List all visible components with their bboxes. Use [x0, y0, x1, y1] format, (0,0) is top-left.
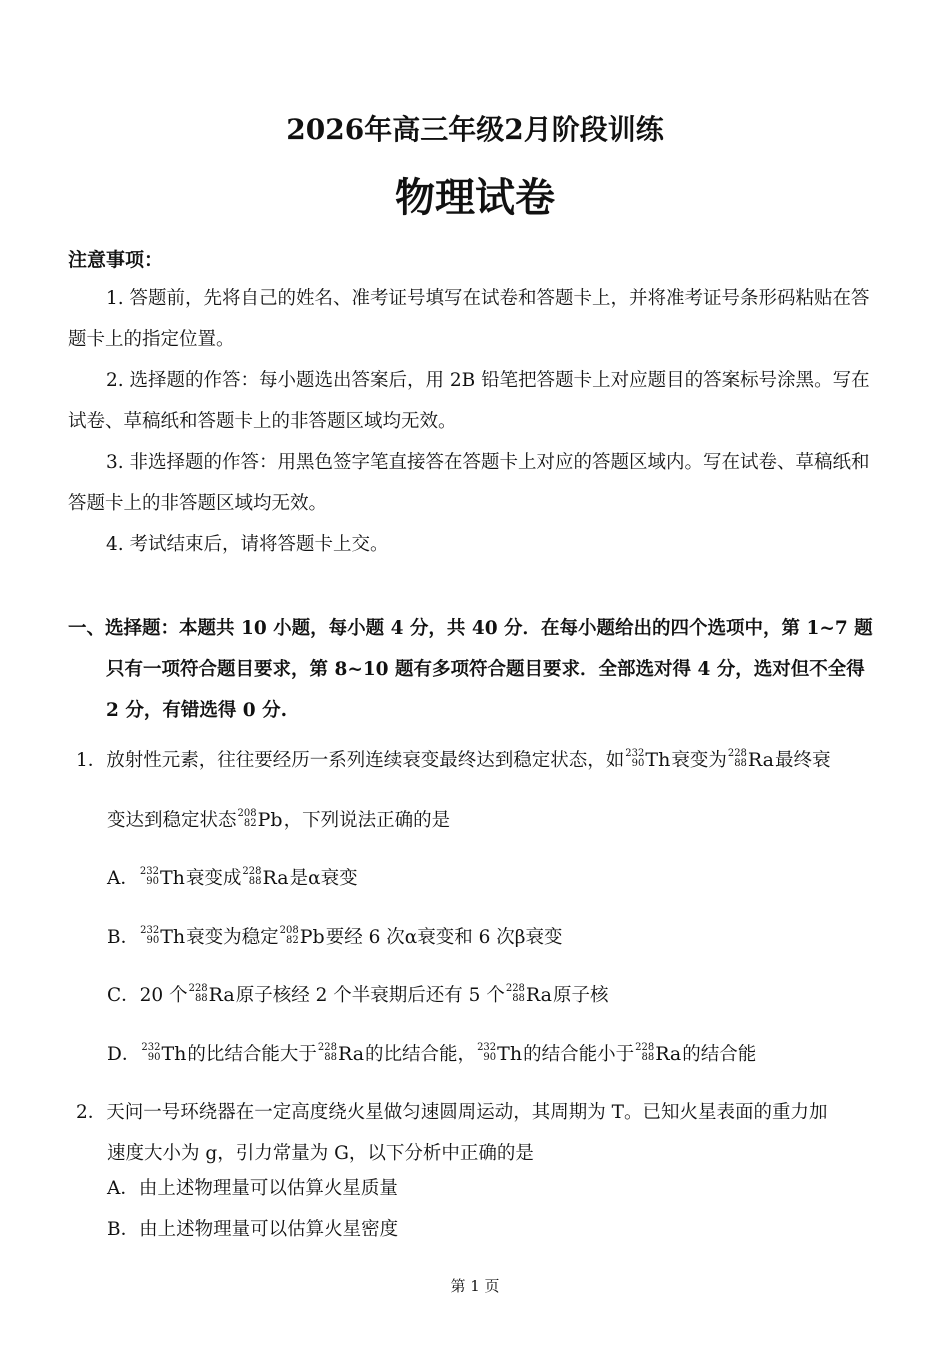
- question-number: 2．: [76, 1102, 107, 1123]
- nuclide-pb: 208 82 Pb: [237, 808, 283, 831]
- q1-text: 衰变为: [671, 750, 727, 771]
- nuclide-th: 232 90 Th: [477, 1042, 523, 1065]
- section-line: 一、选择题：本题共 10 小题，每小题 4 分，共 40 分．在每小题给出的四个选项中，第 1~7 题: [68, 618, 873, 639]
- nuclide-th: 232 90 Th: [140, 925, 186, 948]
- q1-option-b: B． 232 90 Th衰变为稳定 208 82 Pb要经 6 次α衰变和 6 次β衰变: [107, 925, 563, 948]
- q1-text: 放射性元素，往往要经历一系列连续衰变最终达到稳定状态，如: [106, 750, 625, 771]
- exam-title: 物理试卷: [395, 174, 555, 221]
- q2-option-a: A．由上述物理量可以估算火星质量: [107, 1178, 398, 1199]
- q1-text: 变达到稳定状态: [107, 810, 237, 831]
- section-line: 只有一项符合题目要求，第 8~10 题有多项符合题目要求．全部选对得 4 分，选对但不全得: [106, 659, 865, 680]
- notice-item: 3. 非选择题的作答：用黑色签字笔直接答在答题卡上对应的答题区域内。写在试卷、草稿纸和答题卡上的非答题区域均无效。: [68, 452, 870, 514]
- nuclide-ra: 228 88 Ra: [317, 1042, 365, 1065]
- notice-item: 1. 答题前，先将自己的姓名、准考证号填写在试卷和答题卡上，并将准考证号条形码粘贴在答题卡上的指定位置。: [68, 288, 870, 350]
- section-line: 2 分，有错选得 0 分.: [106, 700, 288, 721]
- nuclide-ra: 228 88 Ra: [242, 866, 289, 889]
- nuclide-th: 232 90 Th: [141, 1042, 187, 1065]
- page-number: 第 1 页: [450, 1277, 500, 1295]
- nuclide-ra: 228 88 Ra: [727, 748, 774, 771]
- nuclide-pb: 208 82 Pb: [279, 925, 325, 948]
- notice-item: 4. 考试结束后，请将答题卡上交。: [106, 534, 389, 555]
- notice-item: 2. 选择题的作答：每小题选出答案后，用 2B 铅笔把答题卡上对应题目的答案标号涂黑。写在试卷、草稿纸和答题卡上的非答题区域均无效。: [68, 370, 870, 432]
- nuclide-ra: 228 88 Ra: [188, 983, 235, 1006]
- nuclide-th: 232 90 Th: [625, 748, 671, 771]
- section-instructions: [68, 608, 883, 731]
- q2-stem: 2．天问一号环绕器在一定高度绕火星做匀速圆周运动，其周期为 T。已知火星表面的重力加 速度大小为 g，引力常量为 G，以下分析中正确的是: [76, 1102, 828, 1164]
- nuclide-th: 232 90 Th: [139, 866, 185, 889]
- q1-option-d: D． 232 90 Th的比结合能大于 228 88 Ra的比结合能， 232 90 Th的结合能小于 228 88 Ra的结合能: [107, 1042, 757, 1065]
- notice-heading: 注意事项：: [68, 249, 164, 271]
- exam-subtitle: 2026年高三年级2月阶段训练: [286, 113, 664, 146]
- q2-option-b: B．由上述物理量可以估算火星密度: [107, 1219, 399, 1240]
- nuclide-ra: 228 88 Ra: [635, 1042, 682, 1065]
- q1-option-c: C．20 个 228 88 Ra原子核经 2 个半衰期后还有 5 个 228 88 Ra原子核: [107, 983, 609, 1006]
- q1-line1: [76, 746, 896, 772]
- q1-option-a: A． 232 90 Th衰变成 228 88 Ra是α衰变: [107, 866, 358, 889]
- nuclide-ra: 228 88 Ra: [505, 983, 552, 1006]
- q1-text: ，下列说法正确的是: [283, 810, 451, 831]
- question-number: 1．: [76, 750, 107, 771]
- q1-line2: [107, 806, 450, 832]
- notice-list: [68, 278, 883, 565]
- q1-text: 最终衰: [775, 750, 831, 771]
